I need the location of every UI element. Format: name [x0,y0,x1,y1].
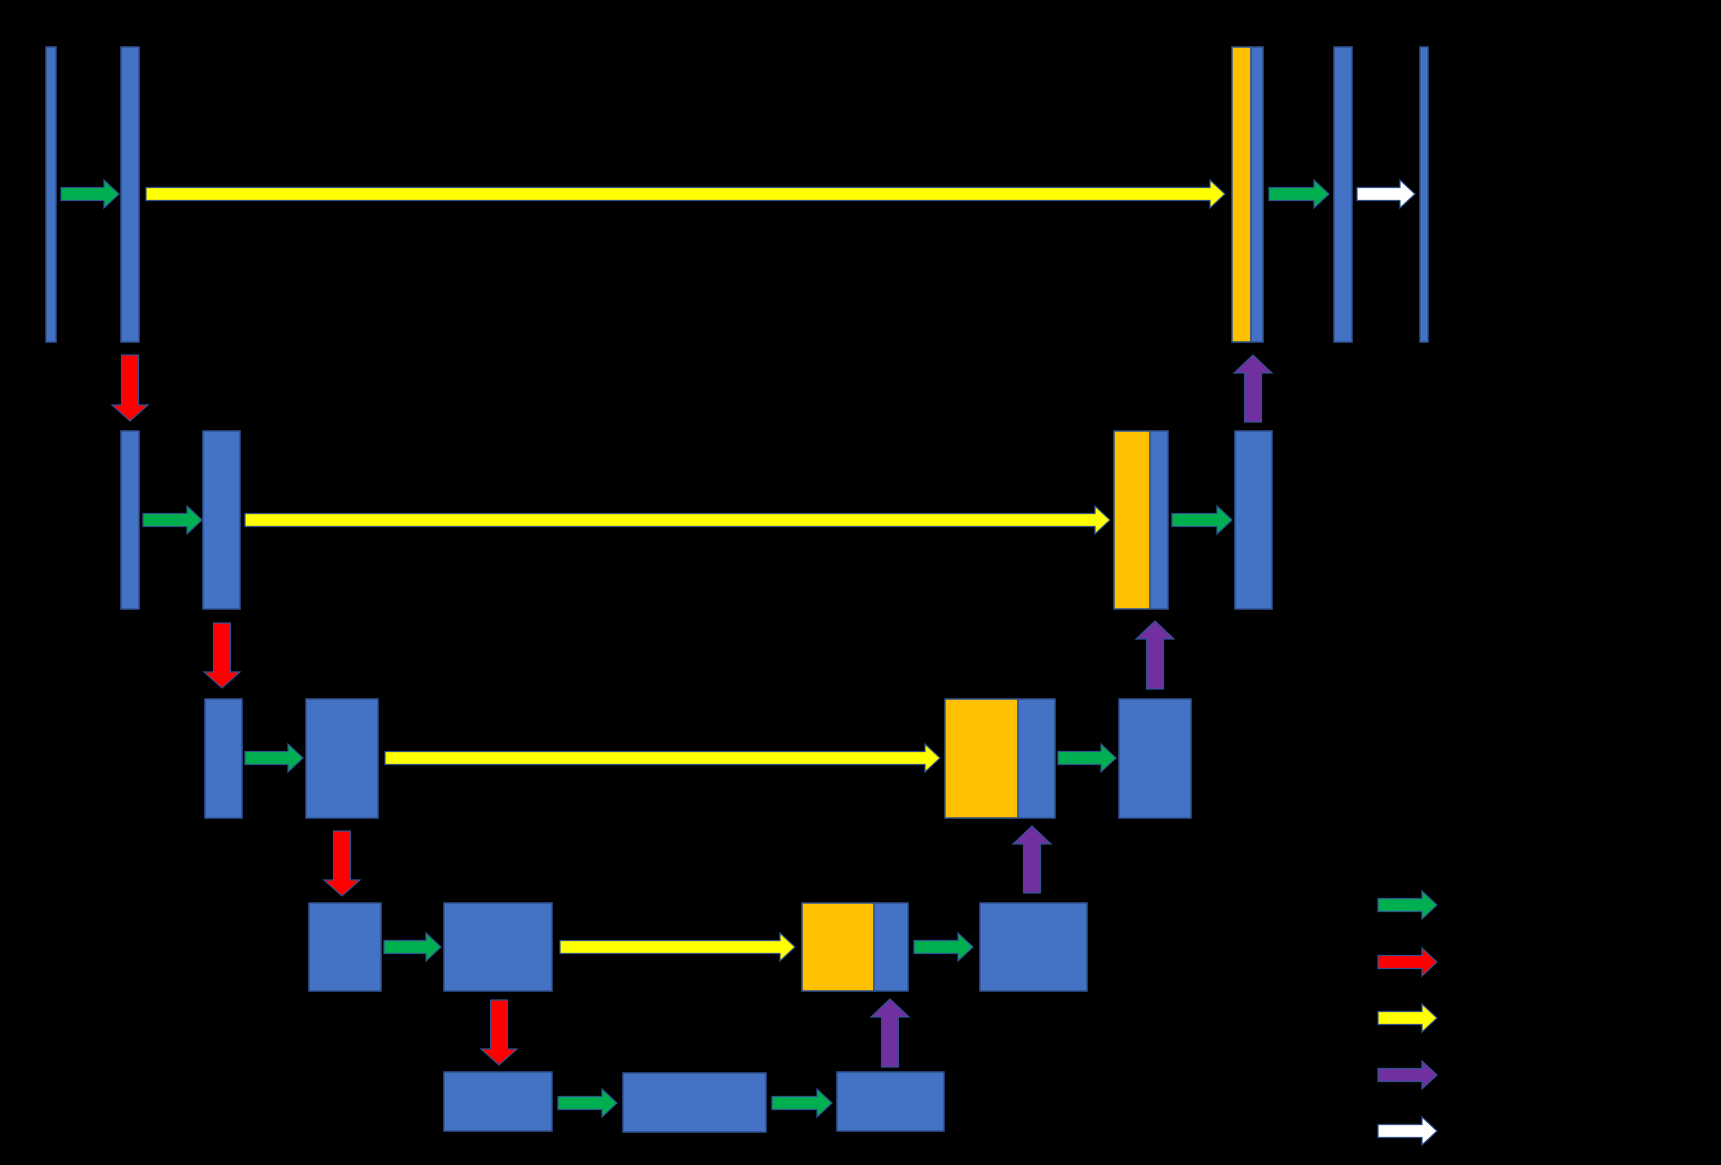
dec4-concat-upsampled [874,903,908,991]
upconv-arrow [1013,826,1051,893]
upconv-arrow [1136,621,1174,689]
skip-arrow [560,933,795,961]
conv-arrow [1058,744,1116,772]
enc2-input-feature-map [121,431,139,609]
upconv-arrow [871,999,909,1067]
enc3-input-feature-map [205,699,242,818]
enc4-feature-map [444,903,552,991]
bottleneck-input-feature-map [444,1072,552,1131]
dec4-concat-skip [802,903,874,991]
skip-arrow [385,744,940,772]
conv-arrow [143,506,202,534]
enc4-input-feature-map [309,903,381,991]
conv-arrow [1172,506,1232,534]
dec2-concat-skip [1114,431,1150,609]
dec3-concat-upsampled [1018,699,1055,818]
skip-arrow [146,180,1225,208]
dec1-concat-upsampled [1251,47,1263,342]
maxpool-arrow [481,1000,517,1065]
conv-arrow [61,180,119,208]
legend-upconv-arrow [1378,1061,1437,1089]
dec2-feature-map [1235,431,1272,609]
dec3-feature-map [1119,699,1191,818]
maxpool-arrow [324,831,360,896]
maxpool-arrow [204,623,240,688]
legend-copy-crop-arrow [1378,1004,1437,1032]
output-feature-map [1420,47,1428,342]
dec1-concat-skip [1232,47,1251,342]
legend-output-conv-arrow [1378,1117,1437,1145]
dec4-feature-map [980,903,1087,991]
bottleneck-output-feature-map [837,1072,944,1131]
dec1-feature-map [1334,47,1352,342]
enc3-feature-map [306,699,378,818]
conv-arrow [245,744,303,772]
skip-arrow [245,506,1110,534]
output-conv-arrow [1357,180,1415,208]
legend-conv-arrow [1378,891,1437,919]
dec3-concat-skip [945,699,1018,818]
upconv-arrow [1234,355,1272,422]
maxpool-arrow [112,355,148,421]
input-feature-map [46,47,56,342]
bottleneck-feature-map [623,1073,766,1132]
enc2-feature-map [203,431,240,609]
conv-arrow [384,933,441,961]
conv-arrow [772,1089,832,1117]
enc1-feature-map [121,47,139,342]
dec2-concat-upsampled [1150,431,1168,609]
legend-maxpool-arrow [1378,948,1437,976]
conv-arrow [914,933,973,961]
conv-arrow [558,1089,617,1117]
conv-arrow [1269,180,1329,208]
